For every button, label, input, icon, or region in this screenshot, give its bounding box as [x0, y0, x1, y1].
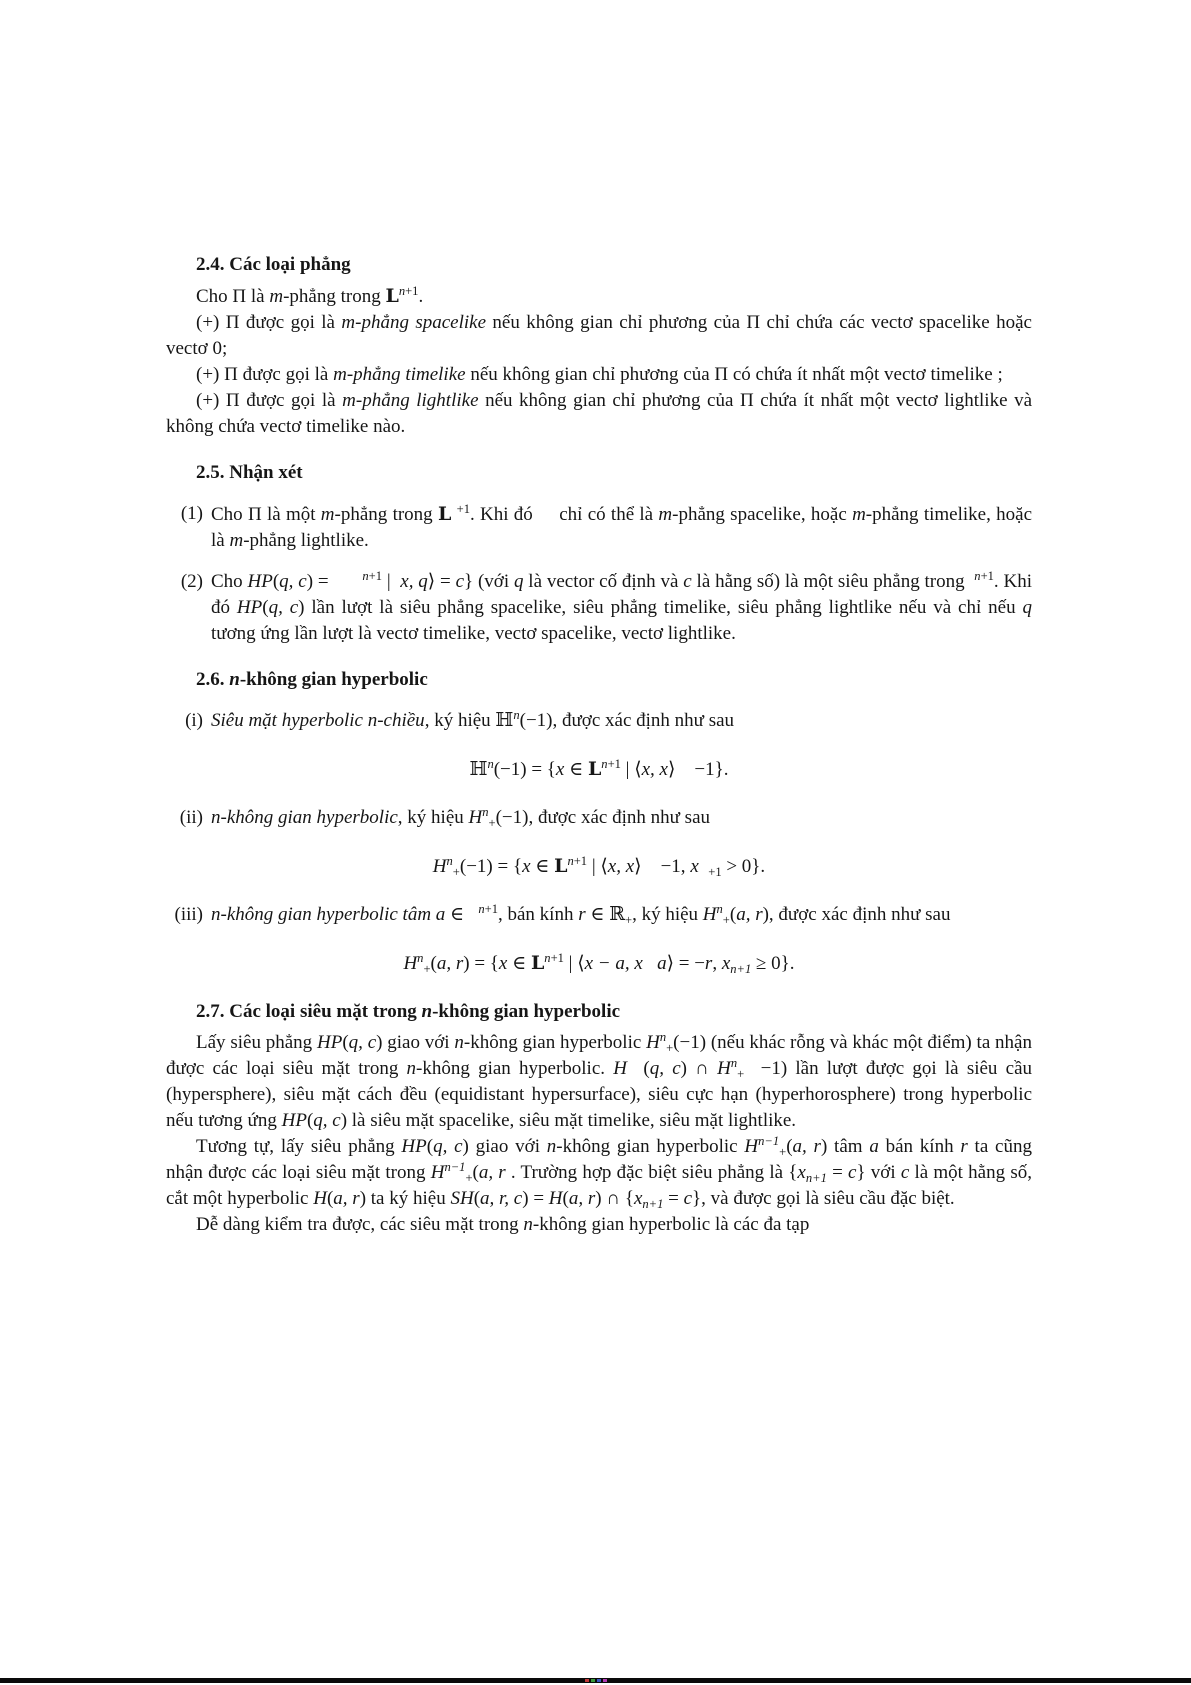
display-formula: [166, 853, 1032, 880]
text-run: [451, 504, 456, 525]
document-content: [166, 252, 1032, 1238]
text-run: H: [432, 856, 447, 877]
text-run: a, r: [333, 1188, 360, 1209]
paragraph: [166, 1134, 1032, 1212]
text-run: (+) Π được gọi là: [196, 312, 342, 333]
text-run: n: [601, 757, 608, 772]
text-run: H: [313, 1188, 327, 1209]
text-run: ) =: [306, 571, 363, 592]
text-run: tương ứng lần lượt là vectơ timelike, vectơ spacelike, vectơ lightlike.: [211, 623, 736, 644]
text-run: +: [737, 1066, 745, 1081]
text-run: Cho: [211, 571, 248, 592]
text-run: (: [786, 1136, 793, 1157]
text-run: bán kính: [878, 1136, 961, 1157]
footer-dots: [585, 1679, 607, 1682]
text-run: n−1: [758, 1134, 780, 1149]
text-run: (+) Π được gọi là: [196, 364, 334, 385]
text-run: q, c: [649, 1058, 681, 1079]
text-run: m: [229, 530, 244, 551]
text-run: +1: [607, 757, 621, 772]
text-run: r: [704, 953, 713, 974]
list-item: [166, 902, 1032, 928]
paragraph: [166, 1212, 1032, 1238]
text-run: 2.6.: [196, 669, 230, 690]
text-run: nếu không gian chỉ phương của Π có chứa ít nhất một vectơ timelike ;: [465, 364, 1003, 385]
text-run: , ký hiệu: [424, 710, 496, 731]
text-run: ∈: [564, 759, 588, 780]
text-run: (: [272, 571, 280, 592]
text-run: x, q: [400, 571, 428, 592]
text-run: +1: [980, 569, 994, 584]
text-run: +: [423, 961, 431, 976]
text-run: ) giao với: [462, 1136, 547, 1157]
text-run: r: [960, 1136, 968, 1157]
text-run: −1) lần lượt được gọi là siêu cầu (hypersphere), siêu mặt cách đều (equidistant hypersurface), siêu cực hạn (hyperhorosphere) trong hyperbolic nếu tương ứng: [166, 1058, 1033, 1131]
text-run: (−1) = {: [459, 856, 523, 877]
text-run: (: [306, 1110, 314, 1131]
text-run: L: [530, 952, 545, 974]
text-run: n+1: [805, 1170, 827, 1185]
text-run: (: [562, 1188, 569, 1209]
text-run: a, r: [792, 1136, 821, 1157]
list-item-label: (2): [180, 571, 203, 592]
text-run: 2.7. Các loại siêu mặt trong: [196, 1001, 422, 1022]
list-item: [166, 708, 1032, 734]
text-run: L: [554, 855, 568, 877]
text-run: ) ta ký hiệu: [359, 1188, 451, 1209]
text-run: }, và được gọi là siêu cầu đặc biệt.: [692, 1188, 955, 1209]
text-run: a, r: [568, 1188, 596, 1209]
list-item-body: [211, 902, 1032, 928]
text-run: là vector cố định và: [523, 571, 684, 592]
text-run: +: [666, 1040, 674, 1055]
text-run: a, r: [436, 953, 464, 974]
text-run: x: [498, 953, 508, 974]
text-run: ⟩ = −: [666, 953, 705, 974]
text-run: Tương tự, lấy siêu phẳng: [196, 1136, 402, 1157]
footer-dot: [585, 1679, 589, 1682]
text-run: =: [826, 1162, 849, 1183]
text-run: x: [555, 759, 565, 780]
text-run: ⟩ −1,: [634, 856, 691, 877]
text-run: L: [587, 758, 602, 780]
text-run: a, r, c: [480, 1188, 523, 1209]
list-item-body: [211, 805, 1032, 831]
text-run: là hằng số) là một siêu phẳng trong: [691, 571, 975, 592]
text-run: +1: [405, 284, 419, 299]
text-run: ), được xác định như sau: [762, 904, 951, 925]
text-run: a, r: [478, 1162, 506, 1183]
text-run: =: [663, 1188, 684, 1209]
text-run: n: [659, 1030, 667, 1045]
text-run: q, c: [268, 597, 299, 618]
text-run: ⟩ =: [427, 571, 456, 592]
text-run: Lấy siêu phẳng: [196, 1032, 317, 1053]
text-run: (: [626, 1058, 650, 1079]
list-item-label: (i): [185, 710, 203, 731]
list-item: [166, 805, 1032, 831]
display-formula: [166, 756, 1032, 783]
text-run: ℍ: [469, 759, 488, 780]
text-run: q: [513, 571, 524, 592]
text-run: -không gian hyperbolic: [463, 1032, 647, 1053]
text-run: [643, 953, 657, 974]
text-run: } với: [856, 1162, 901, 1183]
text-run: ∈: [530, 856, 555, 877]
text-run: m-phẳng lightlike: [342, 390, 479, 411]
text-run: -không gian hyperbolic: [556, 1136, 745, 1157]
display-formula: [166, 950, 1032, 977]
text-run: n: [454, 1032, 464, 1053]
text-run: a: [657, 953, 667, 974]
list-item-label: (ii): [179, 807, 203, 828]
text-run: n: [523, 1214, 533, 1235]
text-run: H: [744, 1136, 759, 1157]
text-run: ,: [712, 953, 722, 974]
list-item-body: [211, 569, 1032, 647]
text-run: n: [362, 569, 369, 584]
text-run: (−1) = {: [493, 759, 556, 780]
text-run: L: [385, 285, 399, 307]
text-run: q, c: [279, 571, 307, 592]
text-run: (: [342, 1032, 349, 1053]
list-item: [166, 569, 1032, 647]
text-run: ⟩ −1}.: [668, 759, 729, 780]
text-run: m-phẳng spacelike: [341, 312, 487, 333]
text-run: , ký hiệu: [397, 807, 469, 828]
text-run: > 0}.: [721, 856, 766, 877]
text-run: HP: [281, 1110, 307, 1131]
text-run: -không gian hyperbolic là các đa tạp: [532, 1214, 810, 1235]
text-run: là một hằng số, cắt một hyperbolic: [166, 1162, 1032, 1209]
text-run: n: [974, 569, 981, 584]
text-run: +1: [550, 951, 564, 966]
text-run: [699, 856, 709, 877]
text-run: ) lần lượt là siêu phẳng spacelike, siêu phẳng timelike, siêu phẳng lightlike nếu và chỉ nếu: [298, 597, 1023, 618]
text-run: m: [658, 504, 673, 525]
text-run: +: [465, 1170, 473, 1185]
text-run: ) ∩: [680, 1058, 718, 1079]
text-run: ta cũng nhận được các loại siêu mặt trong: [166, 1136, 1032, 1183]
text-run: +1: [573, 854, 588, 869]
text-run: n+1: [642, 1196, 664, 1211]
text-run: -không gian hyperbolic: [239, 669, 428, 690]
text-run: q, c: [313, 1110, 341, 1131]
text-run: +1: [484, 902, 498, 917]
text-run: +1: [708, 864, 722, 879]
text-run: a: [869, 1136, 879, 1157]
text-run: . Khi đó: [211, 571, 1032, 618]
text-run: (−1) (nếu khác rỗng và khác một điểm) ta nhận được các loại siêu mặt trong: [166, 1032, 1032, 1079]
text-run: +: [452, 864, 460, 879]
text-run: ∈: [585, 904, 610, 925]
section-heading-2-6: [196, 667, 1032, 693]
paragraph: [166, 1030, 1032, 1134]
text-run: (: [472, 1162, 479, 1183]
text-run: q: [1022, 597, 1033, 618]
text-run: , bán kính: [497, 904, 579, 925]
text-run: n: [567, 854, 574, 869]
text-run: SH: [450, 1188, 474, 1209]
text-run: n: [487, 757, 494, 772]
text-run: .: [418, 286, 424, 307]
text-run: q, c: [433, 1136, 463, 1157]
text-run: +: [488, 815, 496, 830]
text-run: x, x: [641, 759, 668, 780]
text-run: . Trường hợp đặc biệt siêu phẳng là {: [505, 1162, 798, 1183]
paragraph: [166, 388, 1032, 440]
section-heading-2-7: [196, 999, 1032, 1025]
text-run: 2.4. Các loại phẳng: [196, 254, 351, 275]
text-run: n: [482, 805, 489, 820]
text-run: ≥ 0}.: [751, 953, 795, 974]
text-run: (: [326, 1188, 334, 1209]
text-run: n: [417, 951, 424, 966]
text-run: c: [900, 1162, 910, 1183]
section-heading-2-5: [196, 460, 1032, 486]
text-run: ) = {: [463, 953, 499, 974]
list-item-body: [211, 708, 1032, 734]
text-run: n: [229, 669, 240, 690]
text-run: m: [320, 504, 335, 525]
text-run: a, r: [736, 904, 763, 925]
text-run: H: [717, 1058, 731, 1079]
text-run: c: [455, 571, 465, 592]
text-run: r: [578, 904, 586, 925]
text-run: ) giao với: [376, 1032, 455, 1053]
text-run: HP: [401, 1136, 427, 1157]
text-run: |: [381, 571, 401, 592]
list-item: [166, 501, 1032, 554]
footer-dot: [591, 1679, 595, 1682]
text-run: ) tâm: [820, 1136, 870, 1157]
text-run: n: [406, 1058, 417, 1079]
text-run: n: [421, 1001, 433, 1022]
text-run: Dễ dàng kiểm tra được, các siêu mặt trong: [196, 1214, 524, 1235]
text-run: x: [690, 856, 699, 877]
text-run: n+1: [730, 961, 752, 976]
text-run: c: [683, 1188, 693, 1209]
text-run: HP: [236, 597, 263, 618]
text-run: H: [548, 1188, 563, 1209]
text-run: | ⟨: [563, 953, 585, 974]
text-run: , ký hiệu: [632, 904, 703, 925]
section-heading-2-4: [196, 252, 1032, 278]
text-run: H: [702, 904, 717, 925]
text-run: Siêu mặt hyperbolic n-chiều: [211, 710, 425, 731]
text-run: -phẳng lightlike.: [243, 530, 369, 551]
list-item-label: (1): [180, 503, 203, 524]
text-run: H: [613, 1058, 627, 1079]
text-run: n: [446, 854, 453, 869]
text-run: (: [426, 1136, 434, 1157]
text-run: ℍ: [495, 710, 514, 731]
text-run: (+) Π được gọi là: [196, 390, 343, 411]
text-run: | ⟨: [587, 856, 608, 877]
text-run: ∈: [445, 904, 479, 925]
text-run: -không gian hyperbolic.: [416, 1058, 614, 1079]
paragraph: [166, 310, 1032, 362]
text-run: (: [729, 904, 737, 925]
text-run: x: [797, 1162, 806, 1183]
text-run: c: [683, 571, 692, 592]
text-run: +1: [368, 569, 382, 584]
text-run: +1: [456, 502, 470, 517]
paragraph: [166, 283, 1032, 310]
text-run: H: [403, 953, 418, 974]
text-run: Cho Π là: [196, 286, 270, 307]
text-run: x, x: [607, 856, 635, 877]
paragraph: [166, 362, 1032, 388]
text-run: n: [716, 902, 723, 917]
text-run: HP: [247, 571, 273, 592]
text-run: -phẳng spacelike, hoặc: [672, 504, 853, 525]
text-run: ) =: [522, 1188, 549, 1209]
text-run: n: [478, 902, 485, 917]
text-run: n: [398, 284, 406, 299]
text-run: } (với: [464, 571, 514, 592]
text-run: (: [262, 597, 269, 618]
text-run: (: [473, 1188, 481, 1209]
text-run: | ⟨: [620, 759, 642, 780]
footer-dot: [603, 1679, 607, 1682]
text-run: x: [633, 1188, 643, 1209]
text-run: n: [513, 708, 520, 723]
text-run: H: [646, 1032, 660, 1053]
text-run: H: [468, 807, 483, 828]
text-run: n-không gian hyperbolic tâm a: [211, 904, 446, 925]
text-run: q, c: [348, 1032, 377, 1053]
text-run: ) là siêu mặt spacelike, siêu mặt timelike, siêu mặt lightlike.: [340, 1110, 797, 1131]
text-run: nếu không gian chỉ phương của Π chứa ít nhất một vectơ lightlike và không chứa vectơ timelike nào.: [166, 390, 1033, 437]
text-run: L: [437, 503, 452, 525]
text-run: n: [544, 951, 551, 966]
text-run: x: [721, 953, 731, 974]
text-run: +: [624, 912, 633, 927]
text-run: ) ∩ {: [595, 1188, 634, 1209]
text-run: -phẳng trong: [283, 286, 386, 307]
text-run: n−1: [444, 1160, 466, 1175]
text-run: x − a, x: [584, 953, 643, 974]
list-item-body: [211, 501, 1032, 554]
text-run: m: [269, 286, 284, 307]
text-run: HP: [316, 1032, 343, 1053]
footer-dot: [597, 1679, 601, 1682]
text-run: m: [852, 504, 866, 525]
text-run: ℝ: [609, 904, 625, 925]
text-run: m-phẳng timelike: [333, 364, 466, 385]
text-run: +: [722, 912, 730, 927]
text-run: -không gian hyperbolic: [432, 1001, 621, 1022]
text-run: c: [848, 1162, 857, 1183]
text-run: n: [546, 1136, 557, 1157]
text-run: +: [779, 1144, 787, 1159]
text-run: -phẳng timelike, hoặc là: [211, 504, 1033, 551]
text-run: x: [522, 856, 531, 877]
text-run: 2.5. Nhận xét: [196, 462, 303, 483]
text-run: . Khi đó chỉ có thể là: [469, 504, 659, 525]
list-item-label: (iii): [174, 904, 203, 925]
text-run: nếu không gian chỉ phương của Π chỉ chứa các vectơ spacelike hoặc vectơ 0;: [166, 312, 1032, 359]
text-run: n: [730, 1056, 738, 1071]
text-run: -phẳng trong: [334, 504, 438, 525]
text-run: (−1), được xác định như sau: [495, 807, 711, 828]
footer-bar: [0, 1678, 1191, 1683]
text-run: (−1), được xác định như sau: [519, 710, 735, 731]
text-run: Cho Π là một: [211, 504, 321, 525]
text-run: H: [430, 1162, 445, 1183]
text-run: n-không gian hyperbolic: [211, 807, 398, 828]
text-run: ∈: [507, 953, 531, 974]
text-run: (: [430, 953, 437, 974]
